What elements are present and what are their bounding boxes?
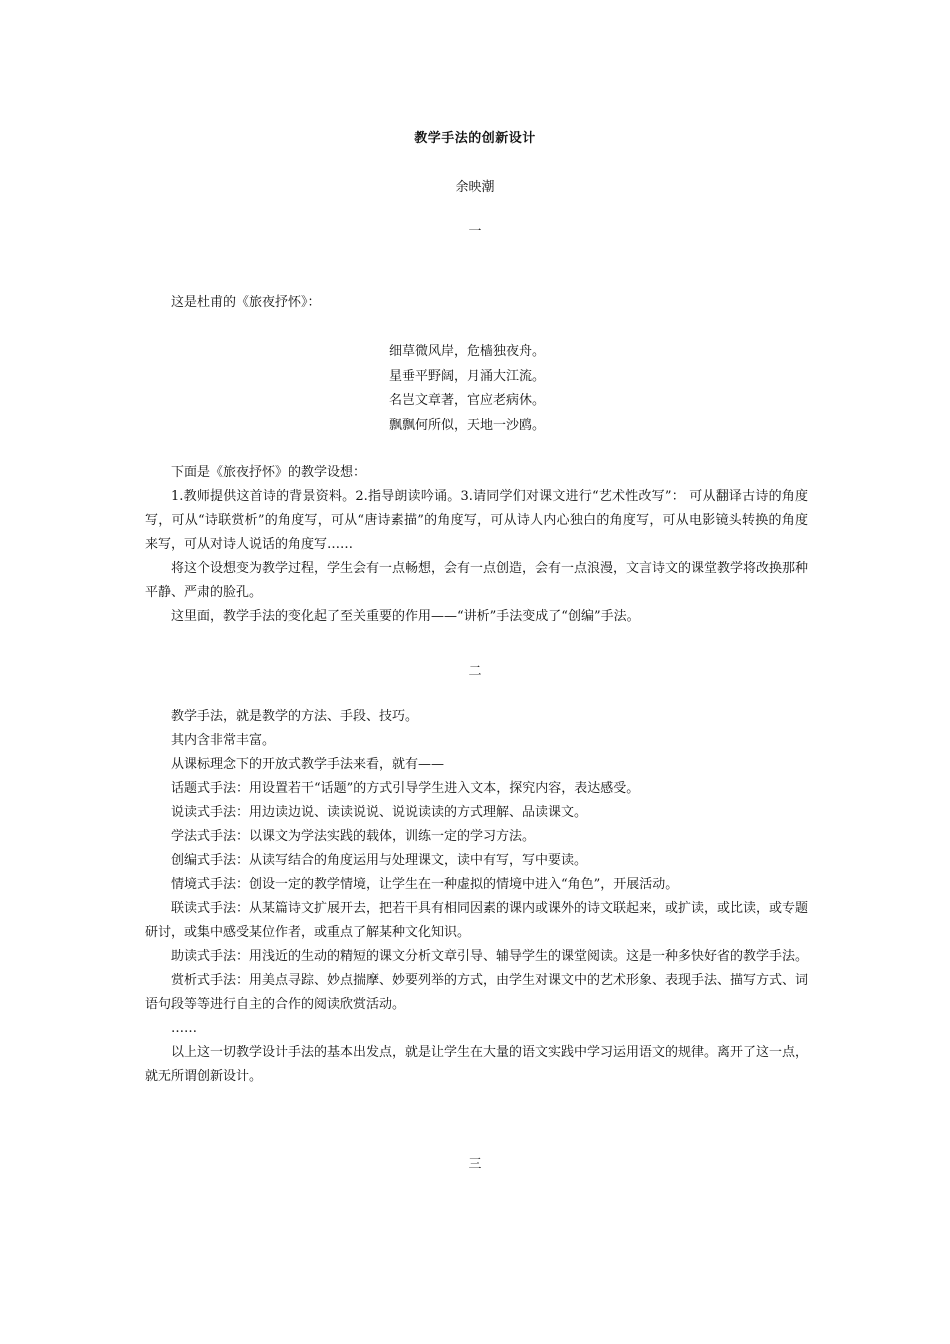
poem-line: 星垂平野阔，月涌大江流。 bbox=[389, 368, 546, 384]
paragraph: 将这个设想变为教学过程，学生会有一点畅想，会有一点创造，会有一点浪漫，文言诗文的课堂教学将改换那种平静、严肃的脸孔。 bbox=[145, 561, 809, 600]
paragraph: 下面是《旅夜抒怀》的教学设想： bbox=[171, 465, 367, 480]
section2-body bbox=[145, 705, 808, 1089]
paragraph: 以上这一切教学设计手法的基本出发点，就是让学生在大量的语文实践中学习运用语文的规律。离开了这一点，就无所谓创新设计。 bbox=[145, 1045, 809, 1084]
section-heading-2: 二 bbox=[468, 664, 482, 679]
section1-body bbox=[145, 461, 808, 629]
author-name: 余映潮 bbox=[455, 180, 495, 195]
paragraph: 学法式手法：以课文为学法实践的载体，训练一定的学习方法。 bbox=[171, 829, 536, 844]
paragraph: 赏析式手法：用美点寻踪、妙点揣摩、妙要列举的方式，由学生对课文中的艺术形象、表现手法、描写方式、词语句段等等进行自主的合作的阅读欣赏活动。 bbox=[145, 973, 809, 1012]
paragraph: 创编式手法：从读写结合的角度运用与处理课文，读中有写，写中要读。 bbox=[171, 853, 588, 868]
section-heading-1: 一 bbox=[468, 224, 482, 239]
poem-line: 名岂文章著，官应老病休。 bbox=[389, 393, 546, 408]
poem-line: 细草微风岸，危樯独夜舟。 bbox=[389, 344, 546, 359]
poem-block bbox=[389, 340, 545, 438]
paragraph: 1.教师提供这首诗的背景资料。2.指导朗读吟诵。3.请同学们对课文进行“艺术性改写”： 可从翻译古诗的角度写，可从“诗联赏析”的角度写，可从“唐诗素描”的角度写，可从诗人内心独白的角度写，可从电影镜头转换的角度来写，可从对诗人说话的角度写…… bbox=[145, 489, 808, 552]
paragraph: 说读式手法：用边读边说、读读说说、说说读读的方式理解、品读课文。 bbox=[171, 805, 588, 820]
paragraph: 这里面，教学手法的变化起了至关重要的作用——“讲析”手法变成了“创编”手法。 bbox=[171, 609, 640, 624]
poem-intro: 这是杜甫的《旅夜抒怀》： bbox=[171, 295, 321, 310]
poem-line: 飘飘何所似，天地一沙鸥。 bbox=[389, 417, 546, 433]
paragraph: 从课标理念下的开放式教学手法来看，就有—— bbox=[171, 757, 445, 772]
paragraph: 助读式手法：用浅近的生动的精短的课文分析文章引导、辅导学生的课堂阅读。这是一种多快好省的教学手法。 bbox=[171, 949, 809, 964]
ellipsis-line: …… bbox=[171, 1021, 197, 1036]
paragraph: 联读式手法：从某篇诗文扩展开去，把若干具有相同因素的课内或课外的诗文联起来，或扩读，或比读，或专题研讨，或集中感受某位作者，或重点了解某种文化知识。 bbox=[145, 901, 809, 940]
paragraph: 其内含非常丰富。 bbox=[171, 733, 276, 748]
document-title: 教学手法的创新设计 bbox=[414, 131, 536, 146]
paragraph: 情境式手法：创设一定的教学情境，让学生在一种虚拟的情境中进入“角色”，开展活动。 bbox=[171, 877, 679, 892]
paragraph: 话题式手法：用设置若干“话题”的方式引导学生进入文本，探究内容，表达感受。 bbox=[171, 781, 640, 796]
section1-intro-block bbox=[145, 291, 808, 315]
paragraph: 教学手法，就是教学的方法、手段、技巧。 bbox=[171, 709, 419, 724]
section-heading-3: 三 bbox=[468, 1157, 482, 1172]
